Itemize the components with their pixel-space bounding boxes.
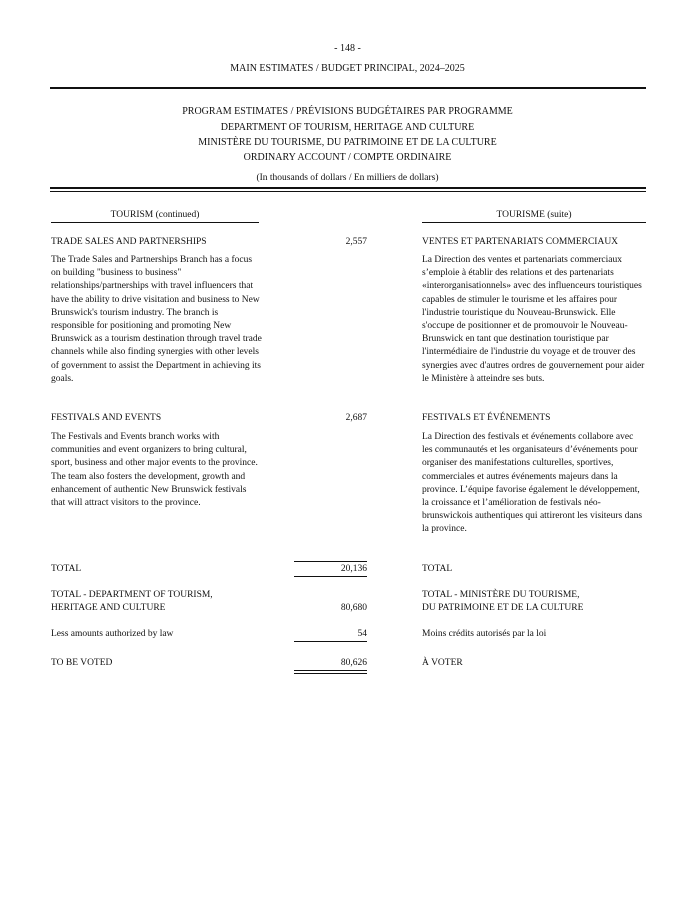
section-body-en: The Trade Sales and Partnerships Branch has a focus on building "business to business" relationships/partnerships with travel influencers that have the ability to drive visitation and business to New Brunswick's tourism industry. The branch is responsible for positioning and promoting New Brunswick as a tourism destination through travel trade channels while also finding synergies with other levels of government to assist the Department in achieving its goals. xyxy=(51,255,262,384)
to-be-voted-rule-2 xyxy=(294,673,367,674)
department-total-label-en-2: HERITAGE AND CULTURE xyxy=(51,603,166,613)
statutory-label-en: Less amounts authorized by law xyxy=(51,629,174,639)
left-column-heading: TOURISM (continued) xyxy=(110,210,200,220)
banner-rule-bottom xyxy=(50,191,646,192)
section-body-fr: La Direction des ventes et partenariats commerciaux s’emploie à établir des relations et des partenariats «interorganisationnels» avec des influenceurs touristiques capables de stimuler le tourisme et les affaires pour l'industrie touristique du Nouveau-Brunswick. Elle s'occupe de positionner et de promouvoir le Nouveau-Brunswick en tant que destination touristique par l'intermédiaire de l'industrie du voyage et de trouver des synergies avec d'autres ordres de gouvernement pour aider le Ministère à atteindre ses buts. xyxy=(422,255,645,384)
department-total-label-fr-2: DU PATRIMOINE ET DE LA CULTURE xyxy=(422,603,584,613)
to-be-voted-label-fr: À VOTER xyxy=(422,658,463,668)
banner-program-estimates: PROGRAM ESTIMATES / PRÉVISIONS BUDGÉTAIRES PAR PROGRAMME xyxy=(182,106,513,117)
section-title-fr: FESTIVALS ET ÉVÉNEMENTS xyxy=(422,413,551,423)
book-title: MAIN ESTIMATES / BUDGET PRINCIPAL, 2024–2025 xyxy=(230,63,465,74)
section-title-fr: VENTES ET PARTENARIATS COMMERCIAUX xyxy=(422,237,619,247)
to-be-voted-amount: 80,626 xyxy=(340,658,367,668)
banner-department-fr: MINISTÈRE DU TOURISME, DU PATRIMOINE ET DE LA CULTURE xyxy=(198,137,497,148)
banner-rule-top xyxy=(50,187,646,189)
total-amount: 20,136 xyxy=(340,564,367,574)
department-total-amount: 80,680 xyxy=(340,603,367,613)
banner-account: ORDINARY ACCOUNT / COMPTE ORDINAIRE xyxy=(243,152,452,163)
total-rule-top xyxy=(294,561,367,562)
section-amount: 2,687 xyxy=(345,413,367,423)
left-heading-rule xyxy=(51,222,259,223)
page-number: - 148 - xyxy=(334,43,361,54)
total-label-fr: TOTAL xyxy=(422,564,453,574)
section-amount: 2,557 xyxy=(345,237,367,247)
total-rule-bottom xyxy=(294,576,367,577)
department-total-label-en-1: TOTAL - DEPARTMENT OF TOURISM, xyxy=(51,590,213,600)
section-title-en: TRADE SALES AND PARTNERSHIPS xyxy=(51,237,207,247)
banner-department-en: DEPARTMENT OF TOURISM, HERITAGE AND CULTURE xyxy=(220,122,475,133)
header-rule xyxy=(50,87,646,89)
statutory-label-fr: Moins crédits autorisés par la loi xyxy=(422,629,547,639)
banner-units: (In thousands of dollars / En milliers de dollars) xyxy=(256,173,439,183)
total-label-en: TOTAL xyxy=(51,564,82,574)
to-be-voted-rule-1 xyxy=(294,670,367,671)
section-body-en: The Festivals and Events branch works with communities and event organizers to bring cultural, sport, business and other major events to the province. The team also fosters the development, growth and enhancement of authentic New Brunswick festivals that will attract visitors to the province. xyxy=(51,432,258,509)
to-be-voted-label-en: TO BE VOTED xyxy=(51,658,113,668)
section-title-en: FESTIVALS AND EVENTS xyxy=(51,413,162,423)
statutory-rule xyxy=(294,641,367,642)
right-column-heading: TOURISME (suite) xyxy=(496,210,572,220)
department-total-label-fr-1: TOTAL - MINISTÈRE DU TOURISME, xyxy=(422,590,580,600)
section-body-fr: La Direction des festivals et événements collabore avec les communautés et les organisateurs d’événements pour organiser des manifestations culturelles, sportives, commerciales et autres événements majeurs dans la province. L’équipe favorise également le développement, la croissance et l’amélioration de festivals néo-brunswickois authentiques qui attireront les visiteurs dans la province. xyxy=(422,432,643,535)
right-heading-rule xyxy=(422,222,646,223)
statutory-amount: 54 xyxy=(357,629,367,639)
